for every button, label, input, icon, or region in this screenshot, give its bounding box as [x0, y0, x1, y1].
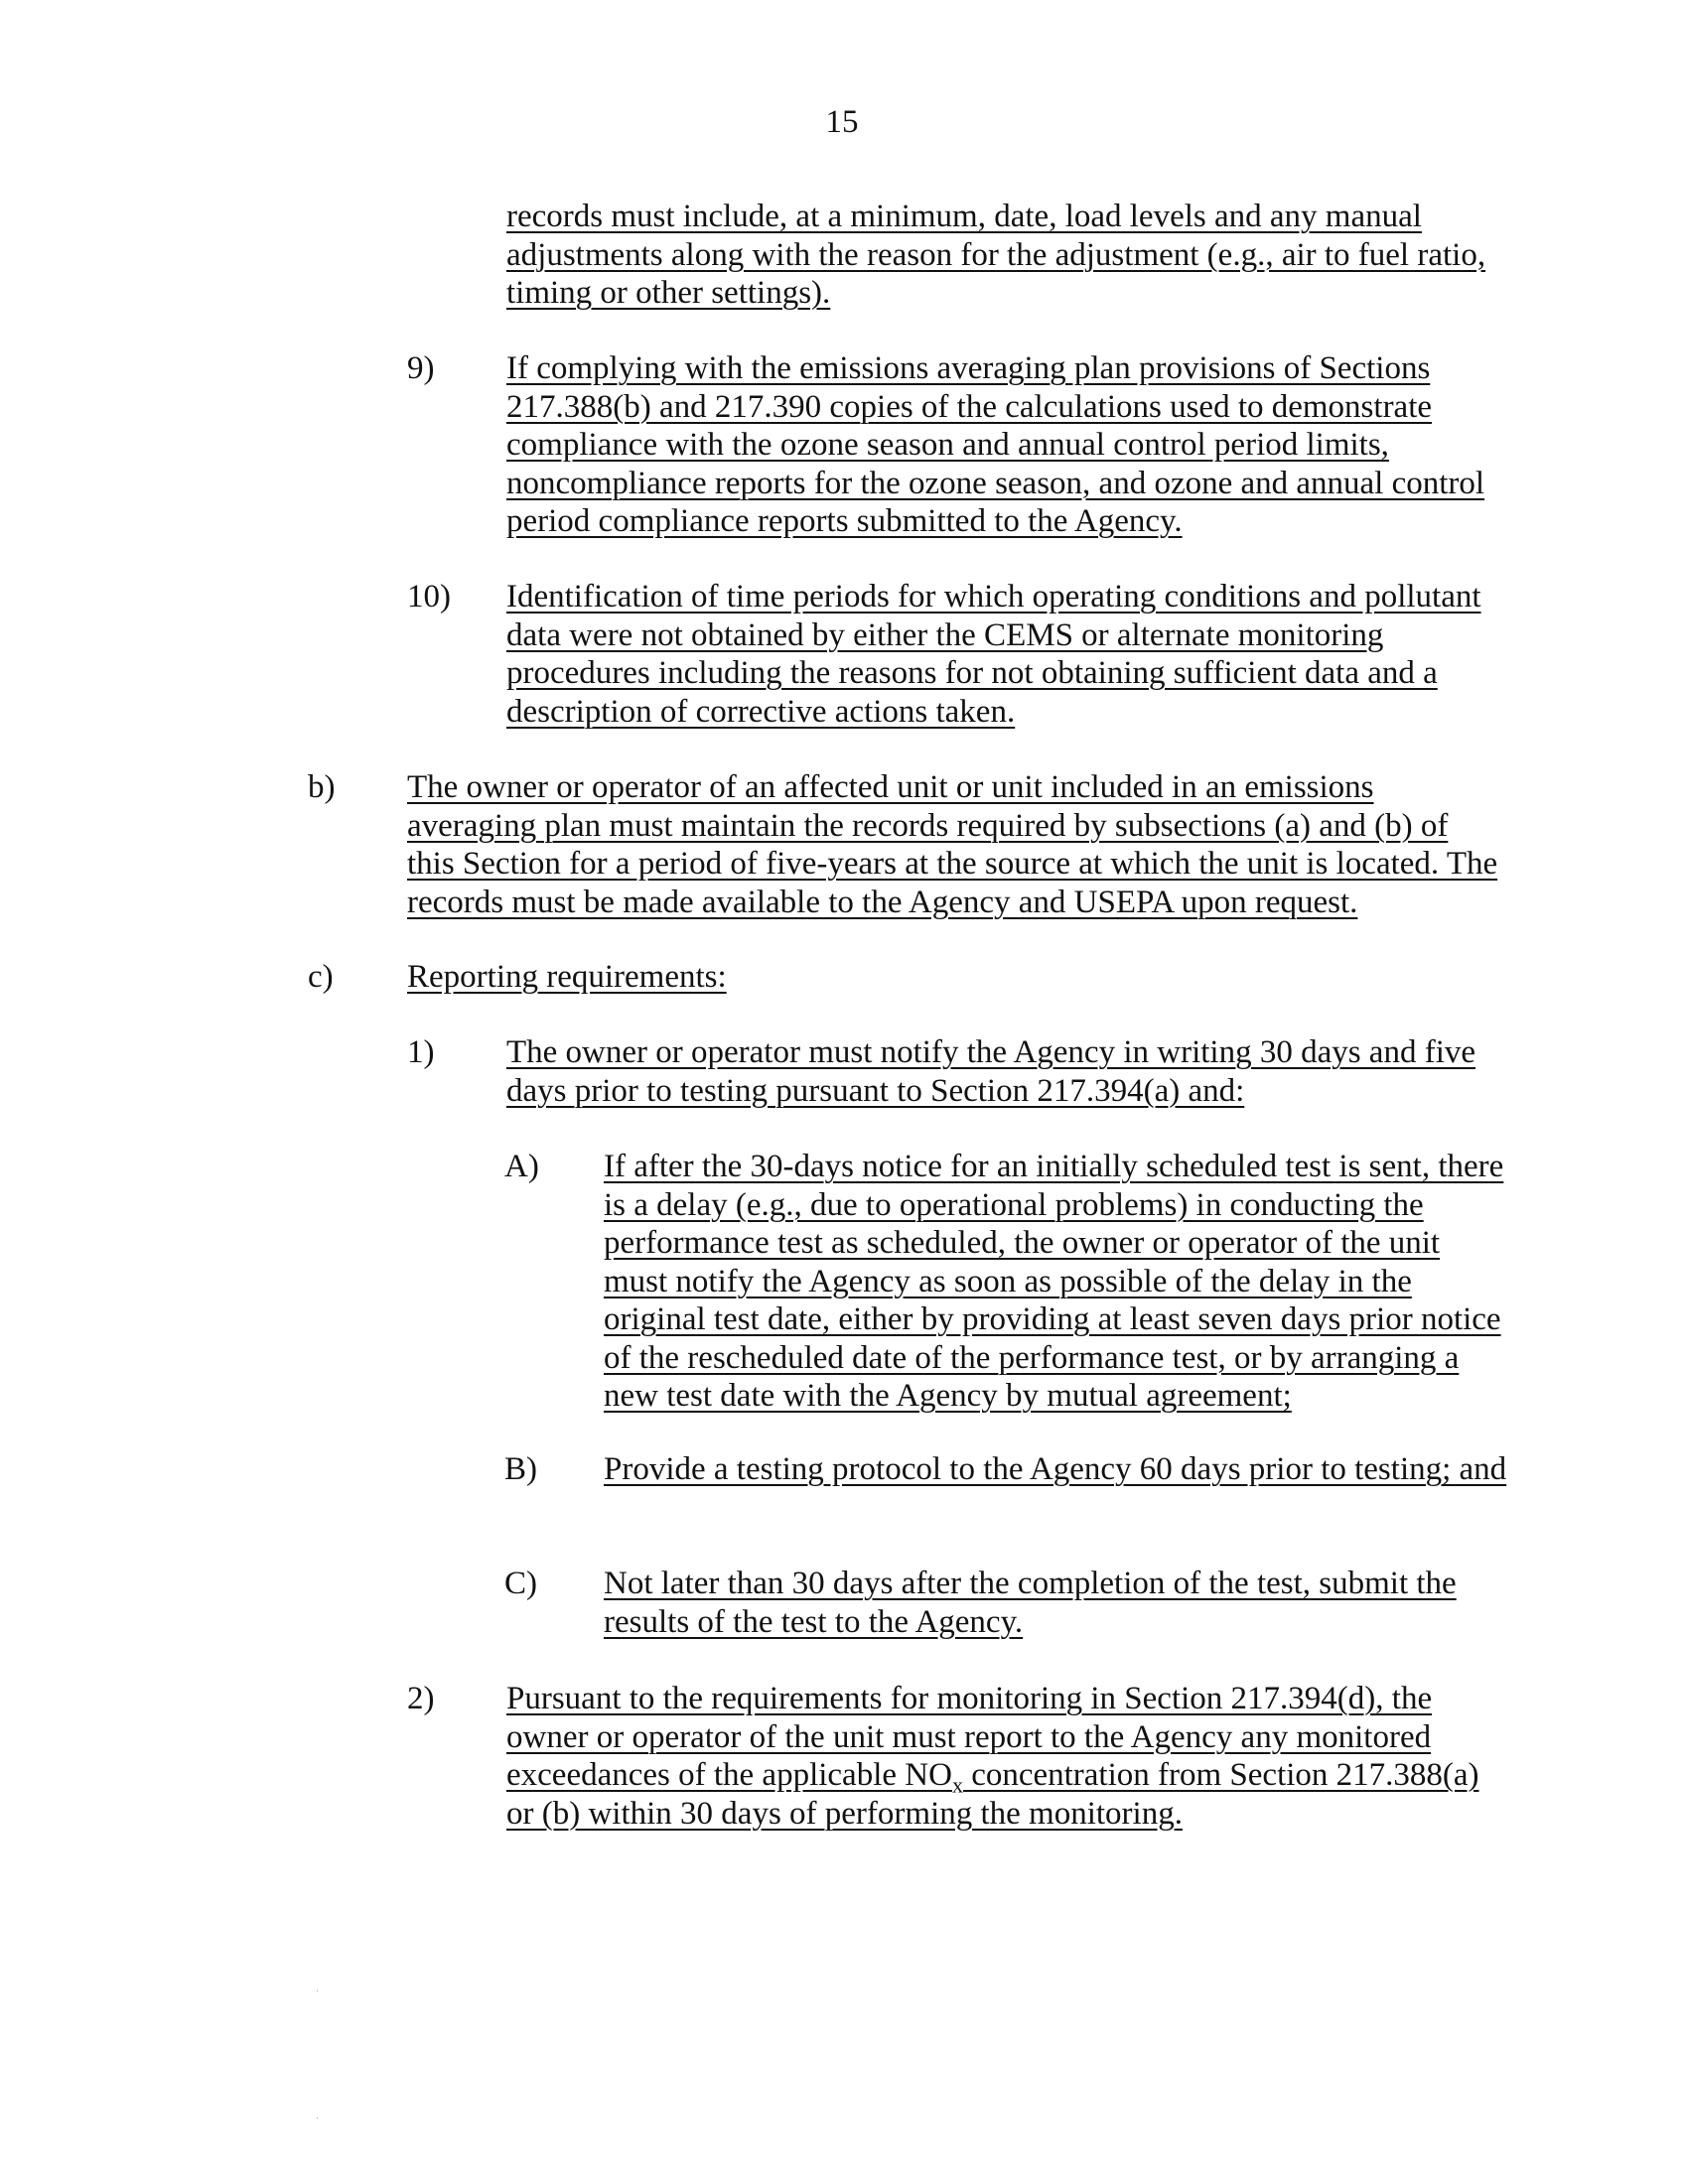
item-c1 [407, 1033, 1509, 1110]
item-c1-text: The owner or operator must notify the Agency in writing 30 days and five days prior to testing pursuant to Section 217.394(a) and: [506, 1034, 1476, 1109]
page-number: 15 [825, 104, 859, 140]
item-A-text: If after the 30-days notice for an initially scheduled test is sent, there is a delay (e.g., due to operational problems) in conducting the performance test as scheduled, the owner or operator of the unit must notify the Agency as soon as possible of the delay in the original test date, either by providing at least seven days prior notice of the rescheduled date of the performance test, or by arranging a new test date with the Agency by mutual agreement; [604, 1149, 1504, 1414]
item-c1-label: 1) [407, 1034, 435, 1070]
item-B-label: B) [504, 1451, 537, 1487]
item-C-text: Not later than 30 days after the completion of the test, submit the results of the test to the Agency. [604, 1566, 1457, 1640]
item-A-label: A) [504, 1149, 539, 1184]
item-c2 [407, 1680, 1509, 1833]
scan-speck: · [316, 1986, 320, 1997]
item-B [504, 1450, 1507, 1489]
item-9-text: If complying with the emissions averaging plan provisions of Sections 217.388(b) and 217.390 copies of the calculations used to demonstrate compliance with the ozone season and annual control period limits, noncompliance reports for the ozone season, and ozone and annual control period compliance reports submitted to the Agency. [506, 350, 1485, 539]
item-C [504, 1565, 1507, 1641]
continuation-paragraph [506, 198, 1509, 313]
section-b-label: b) [308, 769, 336, 805]
section-c-text: Reporting requirements: [407, 959, 727, 995]
item-c2-text [506, 1680, 1509, 1833]
continuation-text: records must include, at a minimum, date, load levels and any manual adjustments along with the reason for the adjustment (e.g., air to fuel ratio, timing or other settings). [506, 199, 1486, 311]
item-10 [407, 578, 1509, 731]
section-c [308, 958, 1499, 997]
scan-speck: · [316, 2114, 320, 2124]
item-c2-text-before: Pursuant to the requirements for monitoring in Section 217.394(d), the owner or operator of the unit must report to the Agency any monitored exceedances of the applicable NO [506, 1681, 1433, 1793]
item-A [504, 1148, 1507, 1416]
item-9-label: 9) [407, 350, 435, 386]
item-9 [407, 349, 1509, 541]
item-c2-label: 2) [407, 1681, 435, 1716]
item-10-text: Identification of time periods for which operating conditions and pollutant data were not obtained by either the CEMS or alternate monitoring procedures including the reasons for not obtaining sufficient data and a description of corrective actions taken. [506, 579, 1481, 730]
section-b-text: The owner or operator of an affected unit or unit included in an emissions averaging plan must maintain the records required by subsections (a) and (b) of this Section for a period of five-years at the source at which the unit is located. The records must be made available to the Agency and USEPA upon request. [407, 769, 1498, 920]
item-B-text: Provide a testing protocol to the Agency 60 days prior to testing; and [604, 1451, 1507, 1487]
section-c-label: c) [308, 959, 334, 995]
item-c2-text-after: concentration from Section 217.388(a) or (b) within 30 days of performing the monitoring. [506, 1757, 1479, 1832]
item-C-label: C) [504, 1566, 537, 1601]
section-b [308, 768, 1499, 921]
nox-subscript: x [951, 1772, 963, 1798]
item-10-label: 10) [407, 579, 451, 614]
